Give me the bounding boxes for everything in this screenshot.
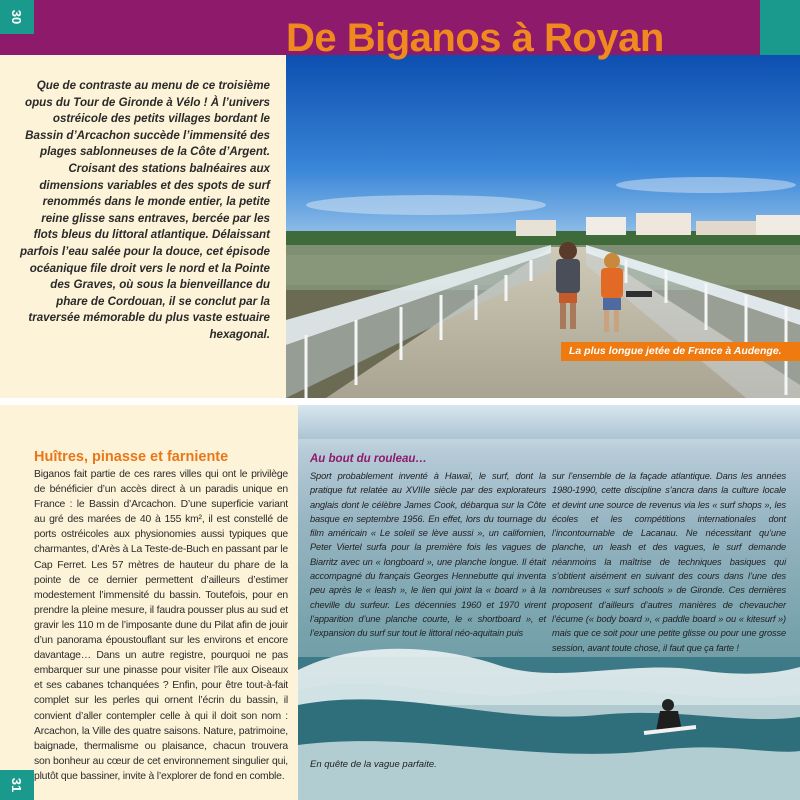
- page-number: 31: [9, 777, 25, 793]
- sidebar-column-right: sur l’ensemble de la façade atlantique. Dans les années 1980-1990, cette discipline s’ancra dans la culture locale et devint une source de revenus via les « surf shops », les écoles et les compétitions internationales dont l’incontournable de Lacanau. Ne nécessitant qu’une planche, un leash et des vagues, le surf demande néanmoins la maîtrise de techniques basiques qui s’obtient aisément en suivant des cours dans l’une des nombreuses « surf schools » de Gironde. Ces dernières proposent d’ailleurs d’autres manières de chevaucher l’écume (« body board », « paddle board » ou « kitesurf ») mais que ce soit pour une petite glisse ou pour une grosse session, avant toute chose, il faut que ça farte !: [552, 471, 786, 653]
- body-paragraph: Biganos fait partie de ces rares villes qui ont le privilège de bénéficier d’un accès direct à un paradis unique en France : le Bassin d’Arcachon. D’une superficie variant au gré des marées de 40 à 155 km², il est constellé de ports ostréicoles aux physionomies aussi typiques que charmantes, d’Arès à La Teste-de-Buch en passant par le Cap Ferret. Les 57 mètres de hauteur du phare de la pointe de ce dernier permettent d’ailleurs d’estimer modestement l’immensité du bassin. Toutefois, pour en prendre la pleine mesure, il faudra pousser plus au sud et gravir les 110 m de l’imposante dune du Pilat afin de jouir d’un panorama époustouflant sur les environs et encore davantage… Dans un autre registre, pourquoi ne pas embarquer sur une pinasse pour visiter l’île aux Oiseaux et ses cabanes tchanquées ? Enfin, pour être tout-à-fait complet sur les perles qui ornent l’écrin du bassin, il convient d’aller contempler celle à qui il doit son nom : Arcachon, la Ville des quatre saisons. Nature, patrimoine, baignade, thermalisme ou plaisance, chacun trouvera son bonheur au cœur de cet environnement singulier qui, plutôt que bassiner, invite à l’explorer de fond en comble.: [34, 469, 288, 782]
- sidebar-column-left: Sport probablement inventé à Hawaï, le surf, dont la pratique fut relatée au XVIIIe siècle par des explorateurs anglais dont le célèbre James Cook, débarqua sur la Côte basque en septembre 1956. En effet, lors du tournage du film américain « Le soleil se lève aussi », un californien, Peter Viertel surfa pour la première fois les vagues de Biarritz avec un « longboard », une planche longue. Il était accompagné du français Georges Hennebutte qui inventa peu après le « leash », le lien qui joint la « board » à la cheville du surfeur. Les décennies 1960 et 1970 virent l’apparition d’une planche courte, le « shortboard », et l’expansion du surf sur tout le littoral néo-aquitain puis: [310, 471, 546, 639]
- page-30: [0, 0, 800, 398]
- jetty-photo-caption: La plus longue jetée de France à Audenge.: [561, 342, 800, 361]
- page-31: [0, 405, 800, 800]
- page-title: De Biganos à Royan: [286, 16, 664, 60]
- wave-photo-caption: En quête de la vague parfaite.: [310, 759, 437, 770]
- sidebar-heading: Au bout du rouleau…: [310, 453, 427, 465]
- section-heading: Huîtres, pinasse et farniente: [34, 449, 229, 465]
- intro-paragraph: Que de contraste au menu de ce troisième opus du Tour de Gironde à Vélo ! À l’univers ostréicole des petits villages bordant le Bassin d’Arcachon succède l’immensité des plages sablonneuses de la Côte d’Argent. Croisant des stations balnéaires aux dimensions variables et des spots de surf renommés dans le monde entier, la petite reine glisse sans entraves, bercée par les flots bleus du littoral atlantique. Délaissant parfois l’eau salée pour la douce, cet épisode océanique file droit vers le nord et la Pointe des Graves, où sous la bienveillance du phare de Cordouan, il se conclut par la traversée mémorable du plus vaste estuaire hexagonal.: [20, 79, 270, 341]
- page-number: 30: [9, 9, 25, 25]
- corner-tab: [760, 0, 800, 55]
